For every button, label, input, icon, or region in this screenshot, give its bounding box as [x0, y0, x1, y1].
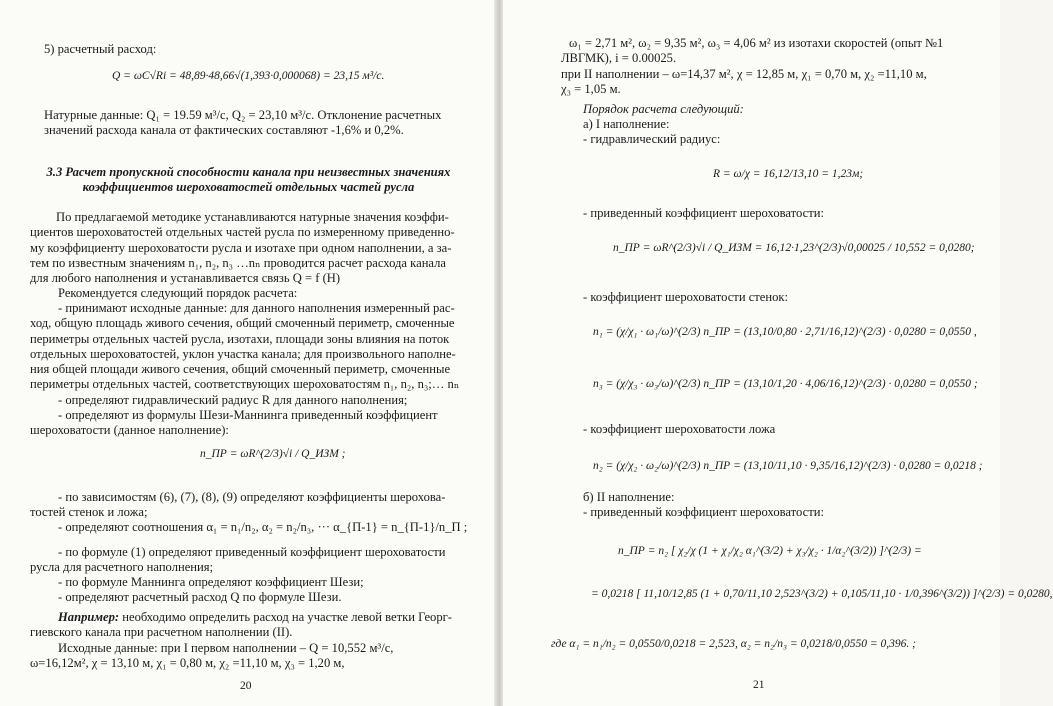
right-page [503, 0, 1053, 706]
hydraulic-radius-label: - гидравлический радиус: [583, 132, 721, 146]
paragraph-line: тем по известным значениям n₁, n₂, n₃ …nₙ проводится расчет расхода канала [30, 255, 447, 270]
paragraph-line: периметры отдельных частей, соответствующих шероховатостям n₁, n₂, n₃;… nₙ [30, 377, 460, 392]
paragraph-line: ω₁ = 2,71 м², ω₂ = 9,35 м², ω₃ = 4,06 м² из изотахи скоростей (опыт №1 [569, 36, 944, 50]
page-number-right: 21 [753, 679, 765, 691]
discharge-step: - определяют расчетный расход Q по формуле Шези. [58, 590, 342, 604]
left-page [0, 0, 497, 706]
formula-npr: n_ПР = ωR^(2/3)√i / Q_ИЗМ ; [200, 448, 346, 460]
example-text: необходимо определить расход на участке левой ветки Георг- [119, 610, 453, 624]
chezy-step [30, 408, 460, 439]
wall-roughness-label: - коэффициент шероховатости стенок: [583, 290, 789, 304]
initial-data [30, 641, 460, 672]
paragraph-line: ЛВГМК), i = 0.00025. [561, 51, 677, 66]
input-data-paragraph [30, 301, 460, 393]
paragraph-line: ход, общую площадь живого сечения, общий смоченный периметр, смоченные [30, 316, 455, 331]
manning-step: - по формуле Маннинга определяют коэффициент Шези; [58, 575, 364, 589]
procedure-heading: Порядок расчета следующий: [583, 102, 744, 116]
recommended-order: Рекомендуется следующий порядок расчета: [58, 286, 298, 300]
natural-data-line: Натурные данные: Q₁ = 19.59 м³/с, Q₂ = 23,10 м³/с. Отклонение расчетных [44, 108, 442, 122]
formula-n1: n₁ = (χ/χ₁ · ω₁/ω)^(2/3) n_ПР = (13,10/0,80 · 2,71/16,12)^(2/3) · 0,0280 = 0,0550 , [593, 326, 977, 338]
page-number-left: 20 [240, 680, 252, 692]
method-paragraph [30, 210, 460, 286]
bed-roughness-label: - коэффициент шероховатости ложа [583, 422, 776, 436]
formula-npr-calc: n_ПР = ωR^(2/3)√i / Q_ИЗМ = 16,12·1,23^(2/3)√0,00025 / 10,552 = 0,0280; [613, 242, 975, 254]
formula-npr2-line2: = 0,0218 [ 11,10/12,85 (1 + 0,70/11,10 2,523^(3/2) + 0,105/11,10 · 1/0,396^(3/2)) ]^(2/3) = 0,0280, [591, 588, 1053, 600]
radius-step: - определяют гидравлический радиус R для данного наполнения; [58, 393, 408, 407]
paragraph-line: - по формуле (1) определяют приведенный коэффициент шероховатости [58, 545, 446, 559]
item5-label: 5) расчетный расход: [44, 42, 157, 56]
reduced-roughness-label-2: - приведенный коэффициент шероховатости: [583, 505, 824, 519]
paragraph-line: χ₃ = 1,05 м. [561, 81, 621, 96]
paragraph-line: - определяют из формулы Шези-Маннинга приведенный коэффициент [58, 408, 438, 422]
formula-discharge: Q = ωC√Ri = 48,89·48,66√(1,393·0,000068) = 23,15 м³/с. [112, 70, 385, 82]
paragraph-line: шероховатости (данное наполнение): [30, 423, 229, 438]
top-data [561, 36, 993, 97]
example-label: Например: [58, 610, 120, 624]
paragraph-line: - принимают исходные данные: для данного наполнения измеренный рас- [58, 301, 455, 315]
formula-n2: n₂ = (χ/χ₂ · ω₂/ω)^(2/3) n_ПР = (13,10/11,10 · 9,35/16,12)^(2/3) · 0,0280 = 0,0218 ; [593, 460, 983, 472]
section-heading [36, 165, 461, 196]
paragraph-line: русла для расчетного наполнения; [30, 560, 214, 575]
formula-radius: R = ω/χ = 16,12/13,10 = 1,23м; [713, 168, 864, 180]
paragraph-line: - по зависимостям (6), (7), (8), (9) определяют коэффициенты шерохова- [58, 490, 446, 504]
formula-alpha: где α₁ = n₁/n₂ = 0,0550/0,0218 = 2,523, α₂ = n₂/n₃ = 0,0218/0,0550 = 0,396. ; [551, 638, 916, 650]
natural-data [44, 108, 459, 139]
fill1-label: а) I наполнение: [583, 117, 670, 131]
ratios-step: - определяют соотношения α₁ = n₁/n₂, α₂ = n₂/n₃, ··· α_{П-1} = n_{П-1}/n_П ; [58, 520, 468, 534]
example-paragraph [30, 610, 460, 641]
paragraph-line: ω=16,12м², χ = 13,10 м, χ₁ = 0,80 м, χ₂ =11,10 м, χ₃ = 1,20 м, [30, 656, 345, 671]
paragraph-line: Исходные данные: при I первом наполнении – Q = 10,552 м³/с, [58, 641, 394, 655]
paragraph-line: для любого наполнения и устанавливается связь Q = f (H) [30, 271, 341, 286]
paragraph-line: ния общей площади живого сечения, общий смоченный периметр, смоченные [30, 362, 451, 377]
formula-n3: n₃ = (χ/χ₃ · ω₃/ω)^(2/3) n_ПР = (13,10/1,20 · 4,06/16,12)^(2/3) · 0,0280 = 0,0550 ; [593, 378, 978, 390]
formula1-step [30, 545, 460, 576]
section-heading-line: 3.3 Расчет пропускной способности канала при неизвестных значениях [46, 165, 451, 179]
paragraph-line: По предлагаемой методике устанавливаются натурные значения коэффи- [56, 210, 449, 224]
paragraph-line: гиевского канала при расчетном наполнении (II). [30, 625, 293, 640]
dependencies-step [30, 490, 460, 521]
reduced-roughness-label: - приведенный коэффициент шероховатости: [583, 206, 824, 220]
fill2-label: б) II наполнение: [583, 490, 675, 504]
paragraph-line [30, 610, 460, 625]
paragraph-line: при II наполнении – ω=14,37 м², χ = 12,85 м, χ₁ = 0,70 м, χ₂ =11,10 м, [561, 66, 927, 81]
natural-data-line: значений расхода канала от фактических составляют -1,6% и 0,2%. [44, 123, 404, 138]
formula-npr2-line1: n_ПР = n₂ [ χ₂/χ (1 + χ₁/χ₂ α₁^(3/2) + χ₃/χ₂ · 1/α₂^(3/2)) ]^(2/3) = [618, 545, 922, 557]
paragraph-line: периметры отдельных частей русла, изотахи, площади зоны влияния на поток [30, 331, 450, 346]
paragraph-line: отдельных шероховатостей, уклон участка канала; для произвольного наполне- [30, 346, 456, 361]
paragraph-line: циентов шероховатостей отдельных частей русла по измеренному приведенно- [30, 225, 455, 240]
paragraph-line: му коэффициенту шероховатости русла и изотахе при одном наполнении, а за- [30, 240, 452, 255]
section-heading-line: коэффициентов шероховатостей отдельных частей русла [82, 180, 415, 195]
paragraph-line: тостей стенок и ложа; [30, 505, 148, 520]
